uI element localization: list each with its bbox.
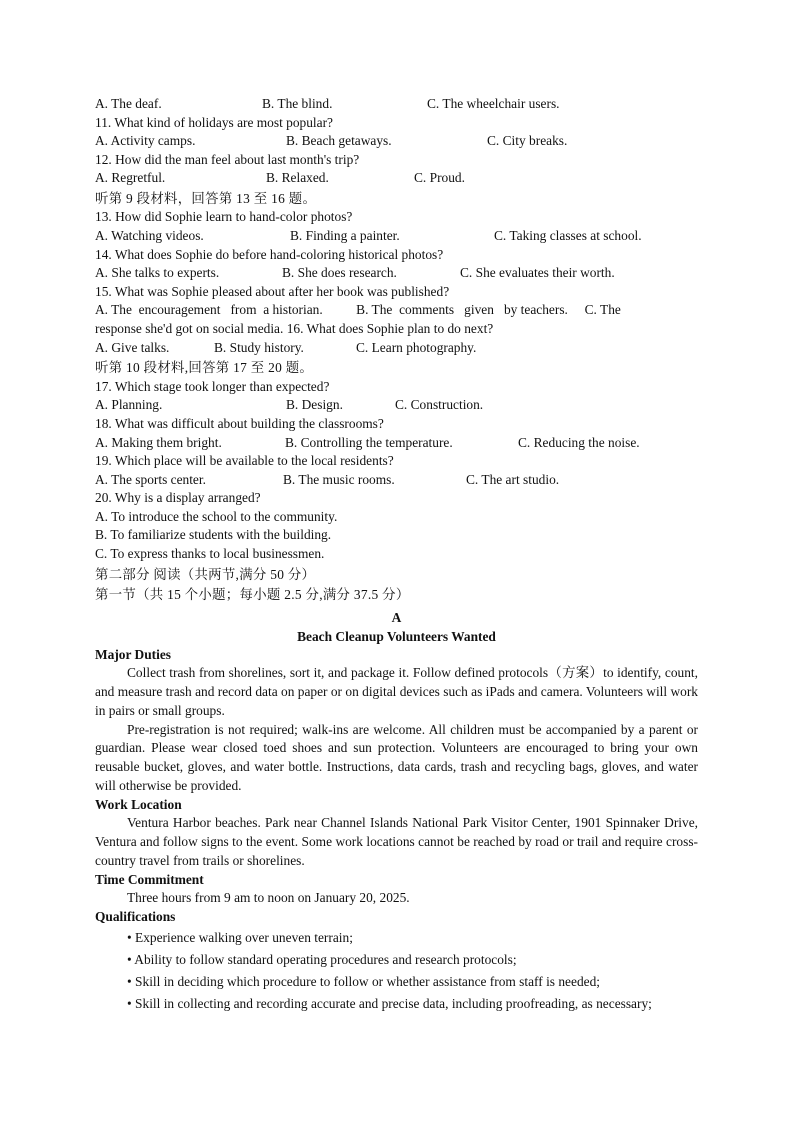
q10-options (95, 95, 698, 114)
q19-options (95, 471, 698, 490)
part-2-section-1-heading: 第一节（共 15 个小题；每小题 2.5 分,满分 37.5 分） (95, 587, 410, 603)
major-duties-paragraph-1: Collect trash from shorelines, sort it, and package it. Follow defined protocols（方案）to identify, count, and measure trash and record data on paper or on digital devices such as iPads and camera. Volunteers will work in pairs or small groups. (95, 665, 698, 718)
q11-option-c: C. City breaks. (487, 133, 568, 149)
q12-option-c: C. Proud. (414, 170, 465, 186)
q10-option-a: A. The deaf. (95, 96, 162, 111)
qualification-item: • Skill in collecting and recording accurate and precise data, including proofreading, as necessary; (127, 995, 652, 1011)
q12-options (95, 169, 698, 188)
q14-option-c: C. She evaluates their worth. (460, 265, 615, 281)
q15-options-line1: A. The encouragement from a historian. B. The comments given by teachers. C. The (95, 302, 621, 318)
major-duties-paragraph-2: Pre-registration is not required; walk-ins are welcome. All children must be accompanied by a parent or guardian. Please wear closed toed shoes and sun protection. Volunteers are encouraged to bring your own reusable bucket, gloves, and water bottle. Instructions, data cards, trash and recycling bags, gloves, and water will otherwise be provided. (95, 721, 698, 794)
q16-options (95, 339, 698, 358)
work-location-paragraph: Ventura Harbor beaches. Park near Channel Islands National Park Visitor Center, 1901 Spinnaker Drive, Ventura and follow signs to the event. Some work locations cannot be reached by road or trail and require cross-country travel from trails or shorelines. (95, 815, 698, 869)
q13-option-b: B. Finding a painter. (290, 228, 400, 244)
q19-option-a: A. The sports center. (95, 471, 206, 487)
q15-question: 15. What was Sophie pleased about after her book was published? (95, 283, 450, 299)
qualification-text: Skill in collecting and recording accurate and precise data, including proofreading, as necessary; (135, 995, 652, 1011)
q18-question: 18. What was difficult about building the classrooms? (95, 415, 384, 431)
q17-question: 17. Which stage took longer than expected? (95, 378, 330, 394)
qualification-item: • Experience walking over uneven terrain; (127, 929, 353, 945)
section-10-instruction: 听第 10 段材料,回答第 17 至 20 题。 (95, 360, 314, 376)
qualifications-heading: Qualifications (95, 909, 176, 925)
q20-option-c: C. To express thanks to local businessmen. (95, 546, 325, 562)
q11-option-b: B. Beach getaways. (286, 133, 392, 149)
q13-options (95, 227, 698, 246)
qualification-item: • Ability to follow standard operating procedures and research protocols; (127, 951, 517, 967)
q17-options (95, 396, 698, 415)
q14-option-a: A. She talks to experts. (95, 265, 220, 281)
exam-page (95, 95, 698, 1015)
q18-option-a: A. Making them bright. (95, 434, 222, 450)
q15-options-line2: response she'd got on social media. 16. What does Sophie plan to do next? (95, 321, 494, 337)
q20-question: 20. Why is a display arranged? (95, 490, 261, 506)
q10-option-b: B. The blind. (262, 96, 333, 111)
passage-title: Beach Cleanup Volunteers Wanted (297, 628, 496, 644)
part-2-heading: 第二部分 阅读（共两节,满分 50 分） (95, 566, 316, 582)
q12-option-a: A. Regretful. (95, 170, 166, 186)
q18-option-b: B. Controlling the temperature. (285, 434, 453, 450)
q17-option-a: A. Planning. (95, 397, 163, 413)
q11-options (95, 132, 698, 151)
q11-option-a: A. Activity camps. (95, 133, 196, 149)
q19-question: 19. Which place will be available to the local residents? (95, 453, 394, 469)
time-commitment-heading: Time Commitment (95, 871, 204, 887)
q13-question: 13. How did Sophie learn to hand-color photos? (95, 209, 353, 225)
passage-letter: A (391, 609, 402, 625)
qualification-text: Ability to follow standard operating procedures and research protocols; (134, 951, 517, 967)
q14-question: 14. What does Sophie do before hand-coloring historical photos? (95, 246, 444, 262)
major-duties-heading: Major Duties (95, 646, 171, 662)
section-9-instruction: 听第 9 段材料，回答第 13 至 16 题。 (95, 190, 317, 206)
q18-options (95, 434, 698, 453)
q18-option-c: C. Reducing the noise. (518, 434, 640, 450)
q16-option-c: C. Learn photography. (356, 339, 477, 355)
q20-option-b: B. To familiarize students with the building. (95, 527, 332, 543)
q19-option-b: B. The music rooms. (283, 471, 395, 487)
q11-question: 11. What kind of holidays are most popular? (95, 114, 334, 130)
q17-option-c: C. Construction. (395, 397, 484, 413)
q20-option-a: A. To introduce the school to the community. (95, 508, 338, 524)
q14-options (95, 264, 698, 283)
q14-option-b: B. She does research. (282, 265, 397, 281)
work-location-heading: Work Location (95, 796, 182, 812)
q16-option-a: A. Give talks. (95, 339, 170, 355)
q16-option-b: B. Study history. (214, 339, 304, 355)
qualification-text: Experience walking over uneven terrain; (135, 929, 353, 945)
q12-option-b: B. Relaxed. (266, 170, 329, 186)
time-commitment-paragraph: Three hours from 9 am to noon on January 20, 2025. (127, 890, 410, 906)
q13-option-a: A. Watching videos. (95, 228, 204, 244)
q13-option-c: C. Taking classes at school. (494, 228, 642, 244)
qualification-text: Skill in deciding which procedure to follow or whether assistance from staff is needed; (135, 973, 600, 989)
q19-option-c: C. The art studio. (466, 471, 560, 487)
qualification-item: • Skill in deciding which procedure to follow or whether assistance from staff is needed; (127, 973, 600, 989)
q12-question: 12. How did the man feel about last month's trip? (95, 151, 360, 167)
q10-option-c: C. The wheelchair users. (427, 96, 560, 111)
q17-option-b: B. Design. (286, 397, 343, 413)
